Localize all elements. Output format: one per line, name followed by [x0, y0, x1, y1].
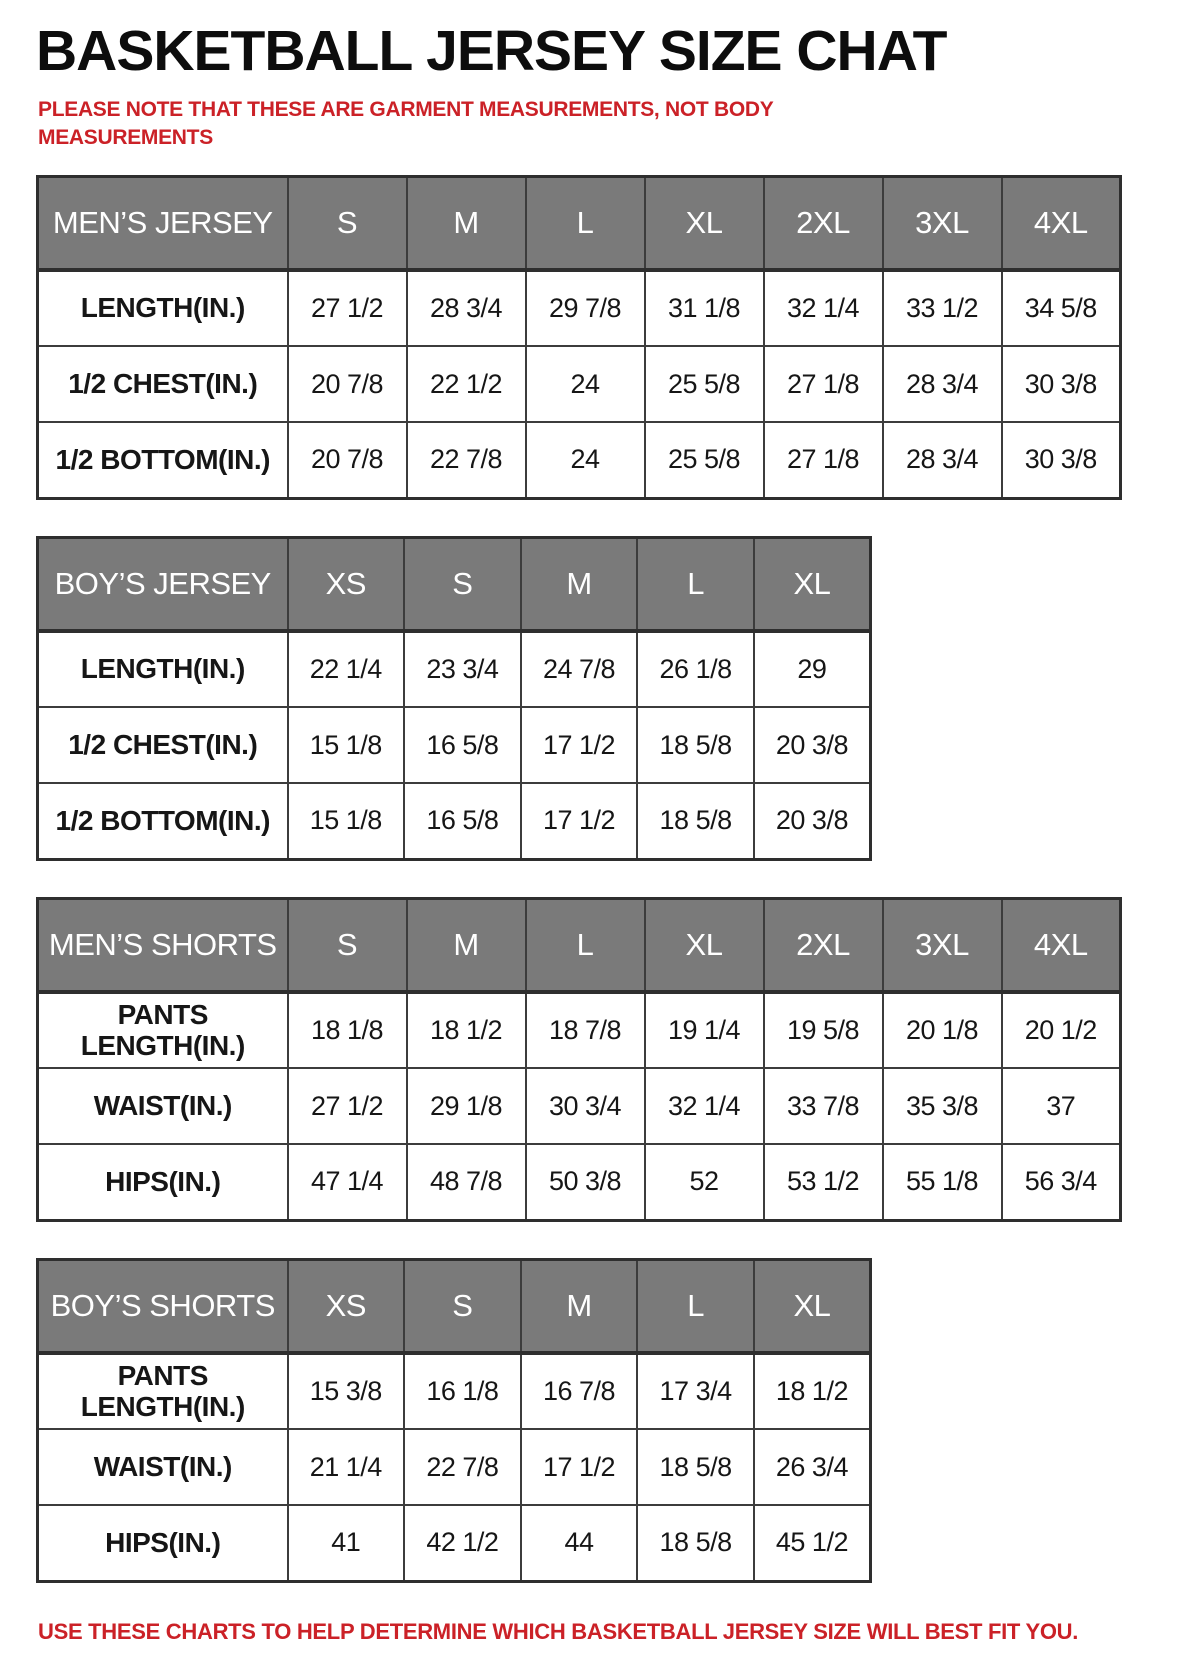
column-header: S — [288, 176, 407, 270]
size-value: 18 1/2 — [754, 1353, 871, 1429]
size-value: 16 1/8 — [404, 1353, 521, 1429]
size-value: 34 5/8 — [1002, 270, 1121, 346]
row-label: 1/2 BOTTOM(IN.) — [38, 422, 288, 498]
size-value: 23 3/4 — [404, 631, 521, 707]
size-value: 15 3/8 — [288, 1353, 405, 1429]
row-label: PANTS LENGTH(IN.) — [38, 1353, 288, 1429]
column-header: 4XL — [1002, 176, 1121, 270]
size-value: 47 1/4 — [288, 1144, 407, 1220]
size-value: 45 1/2 — [754, 1505, 871, 1581]
size-value: 44 — [521, 1505, 638, 1581]
size-value: 26 3/4 — [754, 1429, 871, 1505]
column-header: 2XL — [764, 898, 883, 992]
size-value: 24 7/8 — [521, 631, 638, 707]
size-value: 25 5/8 — [645, 346, 764, 422]
size-value: 28 3/4 — [883, 422, 1002, 498]
column-header: M — [521, 1259, 638, 1353]
column-header: XS — [288, 1259, 405, 1353]
column-header: XS — [288, 537, 405, 631]
size-value: 22 7/8 — [404, 1429, 521, 1505]
size-value: 18 5/8 — [637, 1505, 754, 1581]
size-value: 30 3/8 — [1002, 346, 1121, 422]
row-label: 1/2 CHEST(IN.) — [38, 346, 288, 422]
column-header: S — [288, 898, 407, 992]
table-row — [38, 1144, 1121, 1220]
table-row — [38, 1505, 871, 1581]
size-value: 42 1/2 — [404, 1505, 521, 1581]
row-label: HIPS(IN.) — [38, 1505, 288, 1581]
size-value: 28 3/4 — [407, 270, 526, 346]
size-value: 30 3/4 — [526, 1068, 645, 1144]
size-tables-container — [36, 175, 1164, 1583]
header-row — [38, 1259, 871, 1353]
size-value: 16 5/8 — [404, 783, 521, 859]
size-value: 41 — [288, 1505, 405, 1581]
size-value: 19 5/8 — [764, 992, 883, 1068]
size-value: 37 — [1002, 1068, 1121, 1144]
table-row — [38, 1068, 1121, 1144]
row-label: PANTS LENGTH(IN.) — [38, 992, 288, 1068]
size-value: 27 1/2 — [288, 1068, 407, 1144]
size-value: 20 3/8 — [754, 783, 871, 859]
column-header: 4XL — [1002, 898, 1121, 992]
size-value: 32 1/4 — [764, 270, 883, 346]
size-value: 24 — [526, 422, 645, 498]
size-value: 33 7/8 — [764, 1068, 883, 1144]
size-value: 48 7/8 — [407, 1144, 526, 1220]
size-value: 17 1/2 — [521, 1429, 638, 1505]
table-row — [38, 783, 871, 859]
size-value: 22 7/8 — [407, 422, 526, 498]
size-value: 21 1/4 — [288, 1429, 405, 1505]
column-header: L — [526, 176, 645, 270]
size-value: 29 — [754, 631, 871, 707]
row-label: WAIST(IN.) — [38, 1068, 288, 1144]
column-header: S — [404, 537, 521, 631]
size-value: 16 5/8 — [404, 707, 521, 783]
size-value: 22 1/4 — [288, 631, 405, 707]
size-value: 20 3/8 — [754, 707, 871, 783]
header-row — [38, 537, 871, 631]
table-title-cell: BOY’S JERSEY — [38, 537, 288, 631]
column-header: XL — [754, 1259, 871, 1353]
column-header: S — [404, 1259, 521, 1353]
table-row — [38, 346, 1121, 422]
column-header: M — [521, 537, 638, 631]
table-row — [38, 1429, 871, 1505]
table-row — [38, 631, 871, 707]
size-table-boys-shorts — [36, 1258, 872, 1583]
size-value: 18 5/8 — [637, 783, 754, 859]
size-value: 24 — [526, 346, 645, 422]
table-title-cell: BOY’S SHORTS — [38, 1259, 288, 1353]
header-row — [38, 898, 1121, 992]
size-table-boys-jersey — [36, 536, 872, 861]
size-table-mens-jersey — [36, 175, 1122, 500]
column-header: L — [637, 1259, 754, 1353]
size-value: 18 5/8 — [637, 707, 754, 783]
size-value: 52 — [645, 1144, 764, 1220]
column-header: XL — [754, 537, 871, 631]
size-value: 26 1/8 — [637, 631, 754, 707]
size-table-mens-shorts — [36, 897, 1122, 1222]
column-header: XL — [645, 176, 764, 270]
column-header: L — [526, 898, 645, 992]
table-title-cell: MEN’S SHORTS — [38, 898, 288, 992]
size-value: 25 5/8 — [645, 422, 764, 498]
page-title: BASKETBALL JERSEY SIZE CHAT — [36, 19, 947, 83]
column-header: 3XL — [883, 176, 1002, 270]
table-row — [38, 707, 871, 783]
size-value: 55 1/8 — [883, 1144, 1002, 1220]
size-value: 30 3/8 — [1002, 422, 1121, 498]
header-row — [38, 176, 1121, 270]
garment-measurement-note: PLEASE NOTE THAT THESE ARE GARMENT MEASUREMENTS, NOT BODY MEASUREMENTS — [38, 98, 774, 150]
row-label: LENGTH(IN.) — [38, 631, 288, 707]
table-title-cell: MEN’S JERSEY — [38, 176, 288, 270]
column-header: L — [637, 537, 754, 631]
row-label: 1/2 CHEST(IN.) — [38, 707, 288, 783]
size-value: 20 7/8 — [288, 346, 407, 422]
size-value: 18 1/8 — [288, 992, 407, 1068]
column-header: XL — [645, 898, 764, 992]
size-value: 27 1/2 — [288, 270, 407, 346]
size-value: 20 1/8 — [883, 992, 1002, 1068]
size-value: 56 3/4 — [1002, 1144, 1121, 1220]
size-value: 17 1/2 — [521, 707, 638, 783]
size-value: 53 1/2 — [764, 1144, 883, 1220]
table-row — [38, 422, 1121, 498]
size-value: 18 7/8 — [526, 992, 645, 1068]
column-header: 2XL — [764, 176, 883, 270]
size-value: 19 1/4 — [645, 992, 764, 1068]
size-value: 16 7/8 — [521, 1353, 638, 1429]
size-value: 27 1/8 — [764, 346, 883, 422]
row-label: 1/2 BOTTOM(IN.) — [38, 783, 288, 859]
size-value: 29 1/8 — [407, 1068, 526, 1144]
size-value: 50 3/8 — [526, 1144, 645, 1220]
size-value: 32 1/4 — [645, 1068, 764, 1144]
table-row — [38, 270, 1121, 346]
size-value: 20 1/2 — [1002, 992, 1121, 1068]
size-value: 18 5/8 — [637, 1429, 754, 1505]
size-value: 17 1/2 — [521, 783, 638, 859]
size-value: 31 1/8 — [645, 270, 764, 346]
row-label: WAIST(IN.) — [38, 1429, 288, 1505]
size-value: 20 7/8 — [288, 422, 407, 498]
size-value: 22 1/2 — [407, 346, 526, 422]
table-row — [38, 992, 1121, 1068]
column-header: M — [407, 898, 526, 992]
size-value: 15 1/8 — [288, 783, 405, 859]
size-value: 28 3/4 — [883, 346, 1002, 422]
column-header: M — [407, 176, 526, 270]
column-header: 3XL — [883, 898, 1002, 992]
size-value: 35 3/8 — [883, 1068, 1002, 1144]
size-value: 27 1/8 — [764, 422, 883, 498]
row-label: HIPS(IN.) — [38, 1144, 288, 1220]
footer-note: USE THESE CHARTS TO HELP DETERMINE WHICH BASKETBALL JERSEY SIZE WILL BEST FIT YOU. — [38, 1618, 1079, 1644]
size-value: 15 1/8 — [288, 707, 405, 783]
size-value: 29 7/8 — [526, 270, 645, 346]
size-value: 18 1/2 — [407, 992, 526, 1068]
size-value: 17 3/4 — [637, 1353, 754, 1429]
size-value: 33 1/2 — [883, 270, 1002, 346]
row-label: LENGTH(IN.) — [38, 270, 288, 346]
table-row — [38, 1353, 871, 1429]
